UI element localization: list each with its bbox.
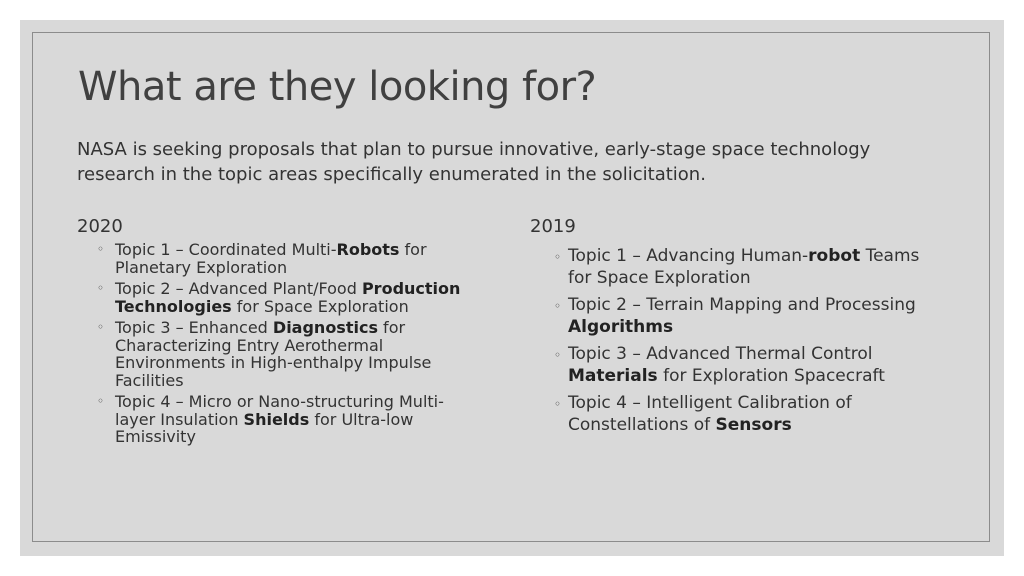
bullet-icon: ◦ <box>97 394 105 408</box>
topic-keyword: Shields <box>243 409 310 429</box>
bullet-icon: ◦ <box>97 320 105 334</box>
page-title: What are they looking for? <box>78 64 597 110</box>
bullet-icon: ◦ <box>554 348 562 362</box>
topic-text: Topic 4 – Micro or Nano-structuring Multi-layer Insulation <box>115 392 444 429</box>
list-item <box>530 392 930 436</box>
bullet-icon: ◦ <box>554 397 562 411</box>
topic-text: for Planetary Exploration <box>115 240 427 277</box>
list-item <box>530 245 930 289</box>
list-item <box>77 241 477 276</box>
year-heading: 2020 <box>77 216 123 237</box>
topic-text: Teams for Space Exploration <box>568 246 920 288</box>
topic-keyword: Production Technologies <box>115 279 461 316</box>
topic-text: Topic 2 – Advanced Plant/Food <box>115 279 362 298</box>
topic-text: for Space Exploration <box>231 296 409 316</box>
topic-text: Topic 4 – Intelligent Calibration of Constellations of <box>568 393 852 435</box>
topic-keyword: Robots <box>336 240 400 259</box>
bullet-icon: ◦ <box>97 281 105 295</box>
list-item <box>530 343 930 387</box>
topic-text: for Ultra-low Emissivity <box>115 409 414 446</box>
topic-text: for Characterizing Entry Aerothermal Environments in High-enthalpy Impulse Facilities <box>115 318 432 390</box>
intro-paragraph: NASA is seeking proposals that plan to pursue innovative, early-stage space technology research in the topic areas specifically enumerated in the solicitation. <box>77 139 871 185</box>
topic-keyword: Materials <box>568 366 658 386</box>
topic-text: Topic 1 – Coordinated Multi- <box>115 240 337 259</box>
bullet-icon: ◦ <box>97 242 105 256</box>
bullet-icon: ◦ <box>554 250 562 264</box>
topic-list <box>77 241 477 446</box>
topic-text: Topic 3 – Advanced Thermal Control <box>568 344 873 364</box>
column-2019 <box>530 216 930 441</box>
topic-text: Topic 2 – Terrain Mapping and Processing <box>568 295 916 315</box>
topic-keyword: Diagnostics <box>272 318 378 337</box>
topic-text: Topic 3 – Enhanced <box>115 318 273 337</box>
list-item <box>77 280 477 315</box>
list-item <box>77 319 477 389</box>
list-item <box>77 393 477 446</box>
topic-text: for Exploration Spacecraft <box>657 366 885 386</box>
topic-keyword: Algorithms <box>568 317 674 337</box>
bullet-icon: ◦ <box>554 299 562 313</box>
column-2020 <box>77 216 477 450</box>
topic-text: Topic 1 – Advancing Human- <box>568 246 809 266</box>
year-heading: 2019 <box>530 216 576 237</box>
list-item <box>530 294 930 338</box>
topic-list <box>530 245 930 436</box>
topic-keyword: Sensors <box>715 415 792 435</box>
topic-keyword: robot <box>808 246 861 266</box>
